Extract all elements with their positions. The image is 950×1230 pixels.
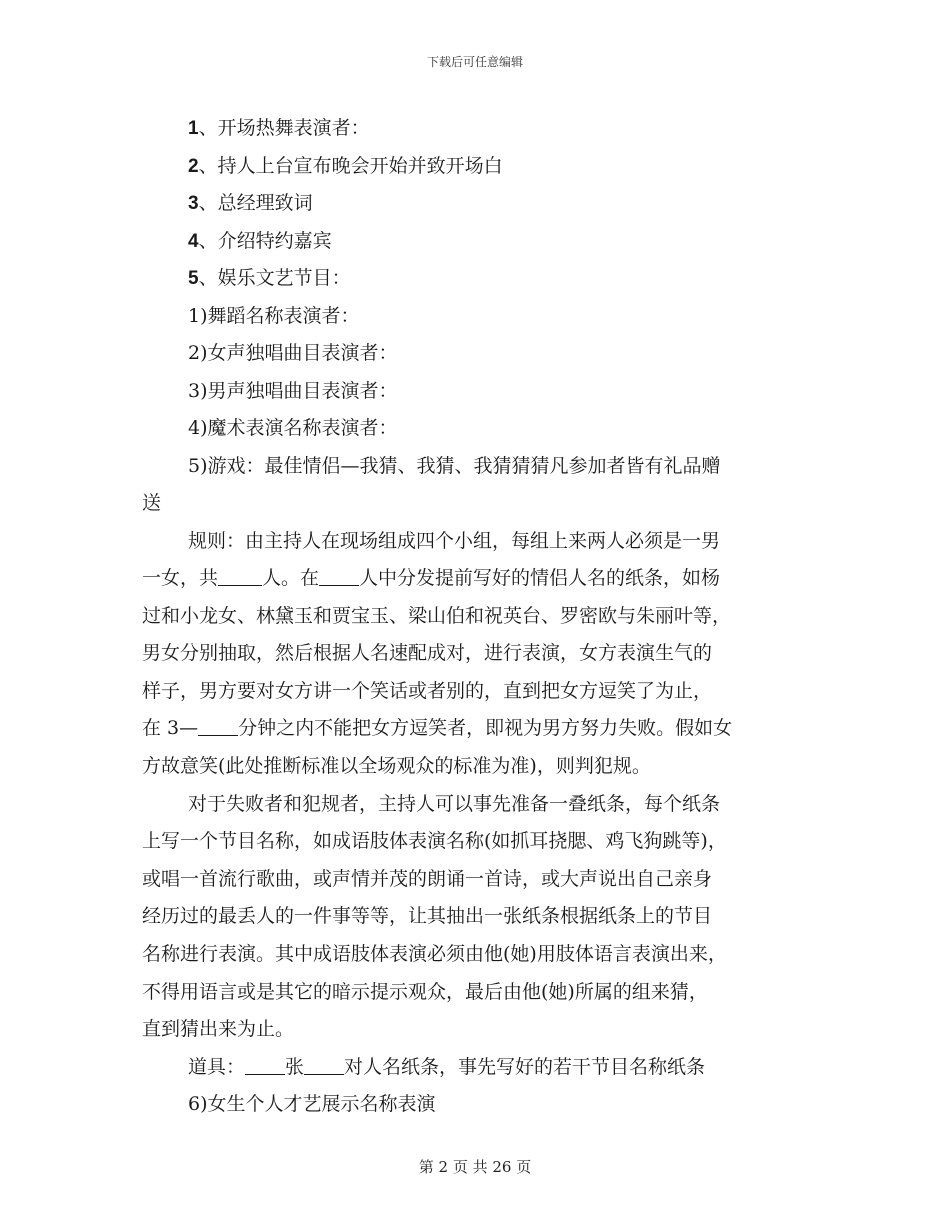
text-run: 一女，共 bbox=[142, 567, 219, 590]
header-note: 下载后可任意编辑 bbox=[426, 55, 523, 69]
program-item-4 bbox=[142, 223, 810, 261]
text-line bbox=[142, 710, 810, 748]
game-title-line: 5)游戏：最佳情侣—我猜、我猜、我猜猜猜凡参加者皆有礼品赠 bbox=[188, 454, 721, 477]
program-item-3 bbox=[142, 185, 810, 223]
text-line: 不得用语言或是其它的暗示提示观众，最后由他(她)所属的组来猜， bbox=[142, 980, 708, 1003]
text-line: 直到猜出来为止。 bbox=[142, 1018, 295, 1041]
program-item-2 bbox=[142, 148, 810, 186]
item-number: 2 bbox=[188, 155, 199, 177]
item-number: 4 bbox=[188, 230, 199, 252]
text-run: 对人名纸条，事先写好的若干节目名称纸条 bbox=[344, 1055, 706, 1078]
text-line: 对于失败者和犯规者，主持人可以事先准备一叠纸条，每个纸条 bbox=[188, 792, 721, 815]
item-text: 、开场热舞表演者： bbox=[198, 117, 370, 139]
item-number: 5 bbox=[188, 268, 199, 289]
rules-paragraph bbox=[142, 523, 810, 786]
text-line: 男女分别抽取，然后根据人名速配成对，进行表演，女方表演生气的 bbox=[142, 642, 713, 665]
sub-item-magic: 4)魔术表演名称表演者： bbox=[188, 417, 398, 439]
fill-in-blank bbox=[198, 715, 238, 736]
failure-paragraph bbox=[142, 786, 810, 1049]
text-run: 分钟之内不能把女方逗笑者，即视为男方努力失败。假如女 bbox=[238, 717, 733, 740]
text-run: 人中分发提前写好的情侣人名的纸条，如杨 bbox=[359, 567, 721, 590]
item-text: 、娱乐文艺节目： bbox=[198, 267, 351, 289]
item-text: 、介绍特约嘉宾 bbox=[198, 229, 332, 252]
document-body bbox=[142, 110, 810, 1124]
program-item-1 bbox=[142, 110, 810, 148]
text-line: 过和小龙女、林黛玉和贾宝玉、梁山伯和祝英台、罗密欧与朱丽叶等， bbox=[142, 604, 732, 627]
program-item-5 bbox=[142, 260, 810, 298]
text-line: 经历过的最丢人的一件事等等，让其抽出一张纸条根据纸条上的节目 bbox=[142, 905, 713, 928]
text-line: 方故意笑(此处推断标准以全场观众的标准为准)，则判犯规。 bbox=[142, 755, 651, 778]
sub-item-dance: 1)舞蹈名称表演者： bbox=[188, 304, 360, 327]
text-line: 或唱一首流行歌曲，或声情并茂的朗诵一首诗，或大声说出自己亲身 bbox=[142, 867, 713, 890]
fill-in-blank bbox=[245, 1054, 285, 1075]
text-line: 样子，男方要对女方讲一个笑话或者别的，直到把女方逗笑了为止， bbox=[142, 679, 713, 702]
text-run: 在 3— bbox=[142, 717, 199, 740]
item-number: 3 bbox=[188, 193, 199, 214]
fill-in-blank bbox=[218, 565, 262, 586]
page-number-footer: 第 2 页 共 26 页 bbox=[418, 1158, 532, 1176]
item-text: 、持人上台宣布晚会开始并致开场白 bbox=[198, 154, 503, 177]
item-number: 1 bbox=[188, 118, 199, 139]
sub-item-male-solo: 3)男声独唱曲目表演者： bbox=[188, 379, 398, 402]
text-line: 上写一个节目名称，如成语肢体表演名称(如抓耳挠腮、鸡飞狗跳等)， bbox=[142, 830, 727, 853]
fill-in-blank bbox=[304, 1054, 344, 1075]
text-line: 名称进行表演。其中成语肢体表演必须由他(她)用肢体语言表演出来， bbox=[142, 943, 727, 966]
game-title-continuation: 送 bbox=[142, 492, 162, 514]
fill-in-blank bbox=[319, 565, 359, 586]
text-line: 规则：由主持人在现场组成四个小组，每组上来两人必须是一男 bbox=[188, 529, 721, 552]
text-run: 人。在 bbox=[262, 567, 320, 590]
text-line bbox=[142, 560, 810, 598]
text-run: 张 bbox=[285, 1055, 305, 1078]
sub-item-female-solo: 2)女声独唱曲目表演者： bbox=[188, 342, 398, 364]
text-run: 道具： bbox=[188, 1055, 246, 1078]
item-text: 、总经理致词 bbox=[198, 192, 313, 214]
props-line bbox=[142, 1049, 810, 1087]
sub-item-talent-show: 6)女生个人才艺展示名称表演 bbox=[188, 1093, 436, 1116]
